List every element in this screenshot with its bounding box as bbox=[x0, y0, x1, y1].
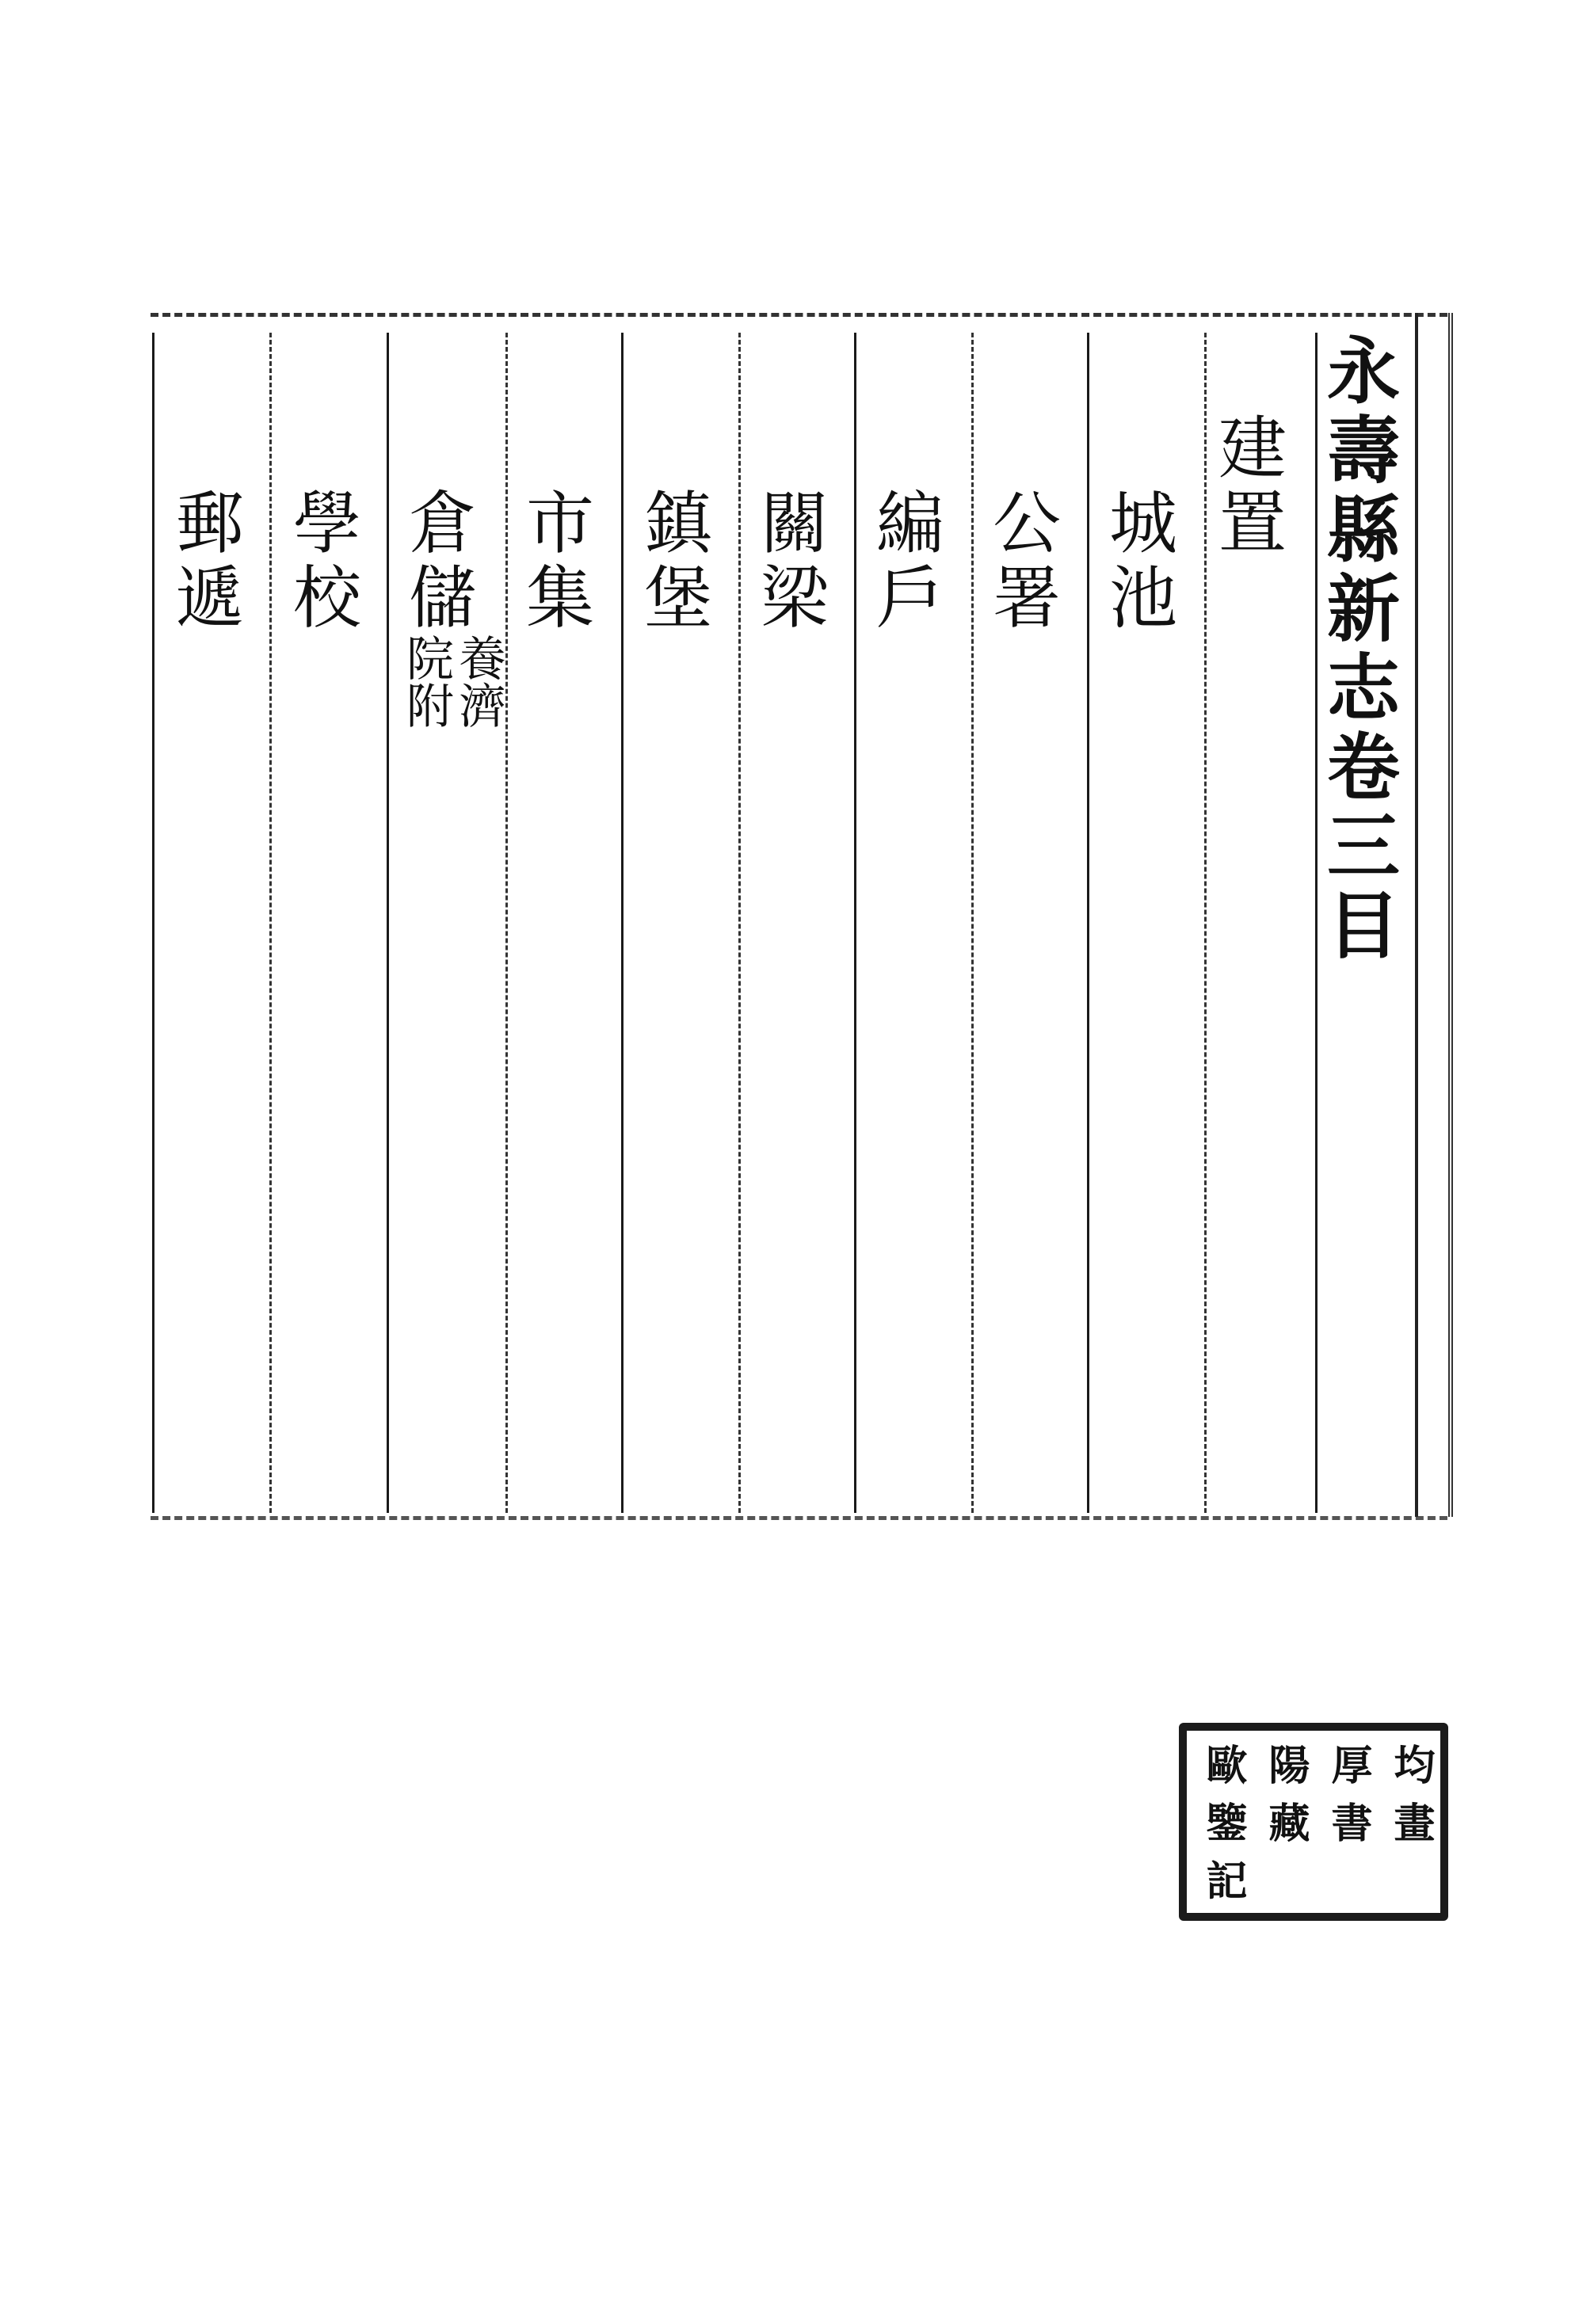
seal-glyph: 歐 bbox=[1199, 1743, 1247, 1785]
collector-seal bbox=[1179, 1723, 1448, 1921]
seal-glyph: 書 bbox=[1324, 1800, 1372, 1842]
entry-zhenbao: 鎮堡 bbox=[632, 487, 711, 636]
seal-glyph: 均 bbox=[1386, 1743, 1435, 1785]
column-rule bbox=[621, 333, 623, 1513]
seal-glyph: 記 bbox=[1199, 1858, 1247, 1900]
seal-glyph: 藏 bbox=[1261, 1800, 1310, 1842]
column-rule bbox=[152, 333, 154, 1513]
page-frame-right-edge bbox=[1415, 313, 1453, 1517]
seal-glyph bbox=[1318, 1852, 1378, 1907]
seal-glyph: 厚 bbox=[1324, 1743, 1372, 1785]
seal-glyph: 鑒 bbox=[1199, 1800, 1247, 1842]
entry-shiji: 市集 bbox=[514, 487, 593, 636]
entry-gongshu: 公署 bbox=[981, 487, 1060, 636]
entry-chengchi: 城池 bbox=[1097, 487, 1176, 636]
entry-guanliang: 關梁 bbox=[749, 487, 828, 636]
section-heading: 建置 bbox=[1207, 412, 1286, 561]
column-rule bbox=[505, 333, 508, 1513]
column-rule bbox=[269, 333, 272, 1513]
entry-xuexiao: 學校 bbox=[281, 487, 360, 636]
column-rule bbox=[971, 333, 974, 1513]
column-rule bbox=[738, 333, 741, 1513]
column-rule bbox=[854, 333, 856, 1513]
entry-youdi: 郵遞 bbox=[164, 487, 243, 636]
seal-glyph: 畫 bbox=[1386, 1800, 1435, 1842]
entry-bianhu: 編戶 bbox=[864, 487, 944, 636]
seal-glyph: 陽 bbox=[1261, 1743, 1310, 1785]
entry-cangchu: 倉儲 bbox=[397, 487, 476, 636]
entry-cangchu-note-left: 院附 bbox=[398, 634, 454, 729]
column-rule bbox=[1087, 333, 1089, 1513]
entry-cangchu-note-right: 養濟 bbox=[451, 634, 506, 729]
column-rule bbox=[387, 333, 389, 1513]
seal-glyph bbox=[1256, 1852, 1315, 1907]
volume-title: 永壽縣新志卷三目 bbox=[1315, 333, 1401, 966]
seal-glyph bbox=[1381, 1852, 1440, 1907]
